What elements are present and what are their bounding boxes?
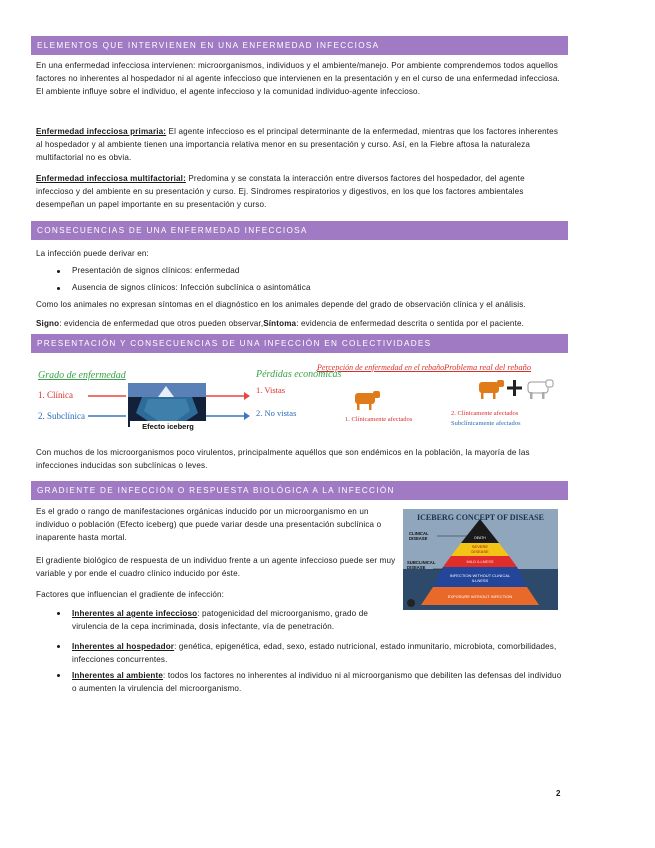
text-hospedador: : genética, epigenética, edad, sexo, estado nutricional, estado inmunitario, microbiota, comorbilidades, infecciones concurrentes. — [72, 642, 557, 665]
problema-caption-1: 2. Clínicamente afectados — [451, 410, 519, 417]
bullet-dot — [57, 287, 60, 290]
paragraph-ambiente: En una enfermedad infecciosa intervienen: microorganismos, individuos y el ambiente/manejo. Por ambiente comprendemos todos aquellos factores no inherentes al hospedador ni al agente infeccioso que intervienen en la presentación y en el curso de una enfermedad infecciosa. El ambiente influye sobre el individuo, el agente infeccioso y la comunidad individuo-agente infeccioso. — [36, 61, 560, 97]
problema-title: Problema real del rebaño — [444, 362, 532, 372]
term-agente: Inherentes al agente infeccioso — [72, 609, 198, 618]
bullet-dot — [57, 270, 60, 273]
paragraph-factores: Factores que influencian el gradiente de infección: — [36, 590, 225, 599]
bullet-dot — [57, 645, 60, 648]
paragraph-colectividades: Con muchos de los microorganismos poco virulentos, principalmente aquéllos que son endémicos en la población, la mayoría de las infecciones inducidas son subclínicas o leves. — [36, 448, 530, 471]
bullet-dot — [57, 612, 60, 615]
bullet-factor-agente — [72, 607, 382, 633]
bullet-signos-clinicos: Presentación de signos clínicos: enfermedad — [72, 266, 240, 275]
grado-clinica: 1. Clínica — [38, 390, 73, 400]
label-clinical-disease: CLINICAL DISEASE — [409, 531, 429, 541]
text-multifactorial: Predomina y se constata la interacción entre diversos factores del hospedador, del agente infeccioso y del ambiente en su presentación y curso. Ej. Síndromes respiratorios y digestivos, en los que los factores ambientales desempeñan un papel importante en su presentación y curso. — [36, 174, 525, 210]
term-signo: Signo — [36, 319, 60, 328]
page-number: 2 — [556, 789, 561, 798]
cow-icon — [352, 388, 382, 412]
term-ambiente: Inherentes al ambiente — [72, 671, 164, 680]
percepcion-caption: 1. Clínicamente afectados — [345, 416, 413, 423]
perdidas-vistas: 1. Vistas — [256, 385, 286, 395]
text-sintoma: : evidencia de enfermedad descrita o sentida por el paciente. — [296, 319, 525, 328]
level-death: DEATH — [474, 536, 486, 540]
perdidas-no-vistas: 2. No vistas — [256, 408, 297, 418]
bullet-factor-ambiente — [72, 669, 562, 695]
paragraph-signo-sintoma — [36, 317, 563, 330]
grado-subclinica: 2. Subclínica — [38, 411, 85, 421]
bullet-ausencia-signos: Ausencia de signos clínicos: Infección subclínica o asintomática — [72, 283, 311, 292]
text-signo: : evidencia de enfermedad que otros pueden observar, — [59, 319, 264, 328]
term-sintoma: Síntoma — [263, 319, 297, 328]
text-agente: : patogenicidad del microorganismo, grado de virulencia de la cepa incriminada, dosis infectante, vía de penetración. — [72, 609, 369, 632]
section-header-elementos: ELEMENTOS QUE INTERVIENEN EN UNA ENFERMEDAD INFECCIOSA — [31, 36, 568, 55]
level-infection-without-illness: INFECTION WITHOUT CLINICAL ILLNESS — [449, 573, 511, 583]
level-severe: SEVERE DISEASE — [471, 544, 489, 554]
problema-caption-2: Subclínicamente afectados — [451, 420, 521, 427]
level-exposure: EXPOSURE WITHOUT INFECTION — [447, 594, 513, 599]
bullet-dot — [57, 674, 60, 677]
iceberg-caption: Efecto iceberg — [130, 421, 206, 432]
grado-title: Grado de enfermedad — [38, 370, 126, 381]
paragraph-diagnostico: Como los animales no expresan síntomas en el diagnóstico en los animales depende del grado de observación clínica y el análisis. — [36, 300, 526, 309]
herd-icons — [476, 377, 556, 401]
percepcion-title: Percepción de enfermedad en el rebaño — [317, 363, 445, 372]
figure-iceberg-pyramid — [403, 509, 558, 610]
paragraph-gradiente-biologico: El gradiente biológico de respuesta de un individuo frente a un agente infeccioso puede ser muy variable y por ende el cuadro clínico inducido por éste. — [36, 556, 396, 579]
paragraph-gradiente-def: Es el grado o rango de manifestaciones orgánicas inducido por un microorganismo en un individuo o población (Efecto iceberg) que puede variar desde una presentación subclínica o inaparente hasta mortal. — [36, 507, 382, 543]
section-header-gradiente: GRADIENTE DE INFECCIÓN O RESPUESTA BIOLÓGICA A LA INFECCIÓN — [31, 481, 568, 500]
label-subclinical-disease: SUBCLINICAL DISEASE — [407, 560, 436, 570]
perdidas-title: Pérdidas económicas — [256, 369, 342, 380]
term-hospedador: Inherentes al hospedador — [72, 642, 175, 651]
term-primaria: Enfermedad infecciosa primaria: — [36, 127, 167, 136]
text-primaria: El agente infeccioso es el principal determinante de la enfermedad, mientras que los factores inherentes al hospedador y al ambiente tienen una importancia relativa menor en su presentación y curso. Así, en la Fiebre aftosa la naturaleza multifactorial no es obvia. — [36, 127, 559, 163]
pyramid-title: ICEBERG CONCEPT OF DISEASE — [417, 513, 544, 522]
paragraph-primaria — [36, 125, 563, 165]
paragraph-multifactorial — [36, 172, 563, 212]
section-header-colectividades: PRESENTACIÓN Y CONSECUENCIAS DE UNA INFECCIÓN EN COLECTIVIDADES — [31, 334, 568, 353]
term-multifactorial: Enfermedad infecciosa multifactorial: — [36, 174, 186, 183]
text-ambiente: : todos los factores no inherentes al individuo ni al microorganismo que debiliten las defensas del individuo o aumenten la virulencia del microorganismo. — [72, 671, 562, 694]
paragraph-infeccion-intro: La infección puede derivar en: — [36, 249, 149, 258]
bullet-factor-hospedador — [72, 640, 562, 666]
section-header-consecuencias: CONSECUENCIAS DE UNA ENFERMEDAD INFECCIOSA — [31, 221, 568, 240]
level-mild: MILD ILLNESS — [466, 559, 494, 564]
